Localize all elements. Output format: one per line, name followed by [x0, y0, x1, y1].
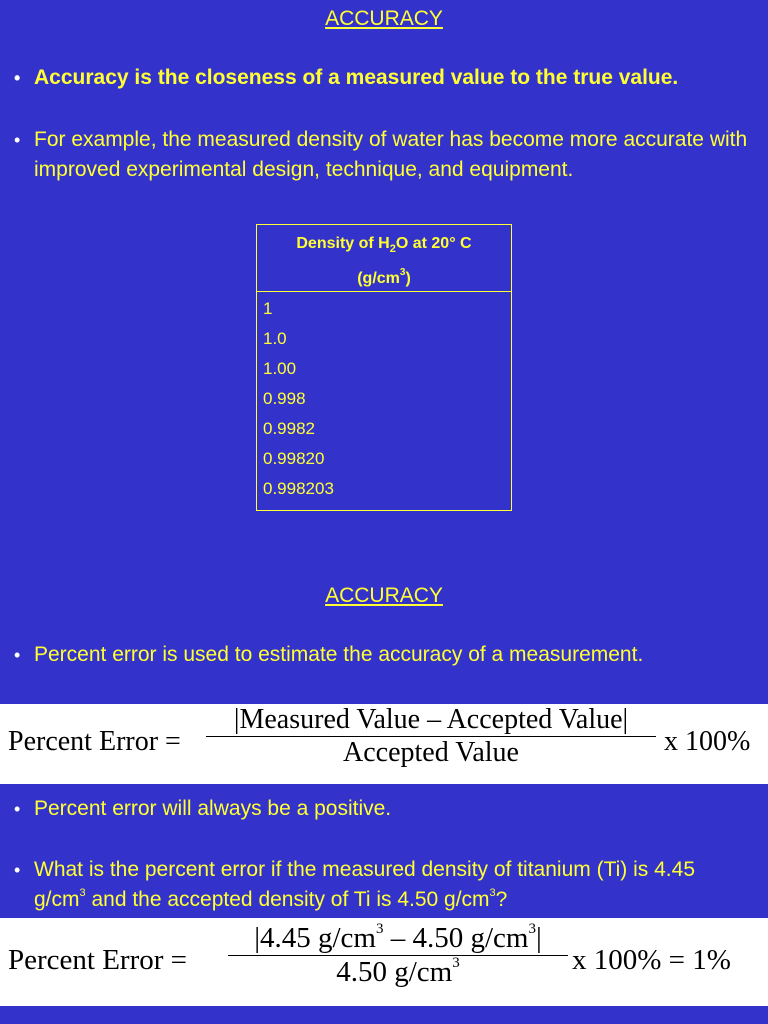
formula-rhs: x 100% [664, 726, 751, 757]
bullet-text: Accuracy is the closeness of a measured value to the true value. [34, 66, 679, 89]
formula-fraction [206, 704, 656, 769]
superscript: 3 [489, 887, 496, 899]
density-table-header [257, 225, 511, 292]
bullet-dot: • [14, 645, 21, 665]
slide-title-2: ACCURACY [325, 584, 443, 607]
table-row: 0.9982 [263, 419, 315, 438]
density-table-rows [257, 292, 511, 504]
bullet-text: Percent error is used to estimate the accuracy of a measurement. [34, 643, 644, 666]
header-unit: ) [405, 270, 411, 288]
density-table [256, 224, 512, 511]
header-text: O at 20° C [395, 235, 472, 252]
formula-denominator: Accepted Value [343, 737, 519, 768]
bullet-text: What is the percent error if the measured density of titanium (Ti) is 4.45 $g/cm^3$ and the accepted density of Ti is 4.50 $g/cm^3$? [34, 858, 695, 911]
formula-numerator: |4.45 $g/cm^3 - 4.50$ $g/cm^3|$ [228, 922, 568, 956]
formula-lhs: Percent Error = [8, 726, 181, 757]
bullet-dot: • [14, 860, 21, 880]
bullet-positive [10, 794, 750, 824]
formula-lhs: Percent Error = [8, 944, 187, 976]
slide-title-1: ACCURACY [325, 7, 443, 30]
table-row: 0.998 [263, 389, 306, 408]
header-unit: (g/cm [357, 270, 400, 288]
table-row: 1.00 [263, 359, 297, 378]
formula-numerator: |Measured Value – Accepted Value| [206, 704, 656, 737]
header-subscript: 2 [389, 243, 396, 256]
bullet-dot: • [14, 799, 21, 819]
bullet-percent-error [10, 640, 750, 670]
formula-fraction [228, 922, 568, 989]
formula-percent-error [0, 704, 768, 784]
table-row: 0.998203 [263, 479, 334, 498]
formula-denominator: 4.50 $g/cm^3$ [336, 955, 460, 988]
formula-rhs: x 100% = 1% [572, 944, 731, 976]
bullet-example [10, 125, 750, 185]
bullet-question [10, 855, 750, 915]
bullet-dot: • [14, 130, 21, 150]
superscript: 3 [79, 887, 86, 899]
table-row: 0.99820 [263, 449, 325, 468]
formula-worked-example [0, 918, 768, 1006]
bullet-text: For example, the measured density of water has become more accurate with improved experimental design, technique, and equipment. [34, 128, 748, 181]
header-text: Density of H [296, 235, 390, 252]
bullet-definition [10, 63, 750, 93]
header-superscript: 3 [399, 267, 406, 279]
bullet-text: Percent error will always be a positive. [34, 797, 392, 820]
bullet-dot: • [14, 68, 21, 88]
table-row: 1.0 [263, 329, 287, 348]
table-row: 1 [263, 299, 273, 318]
